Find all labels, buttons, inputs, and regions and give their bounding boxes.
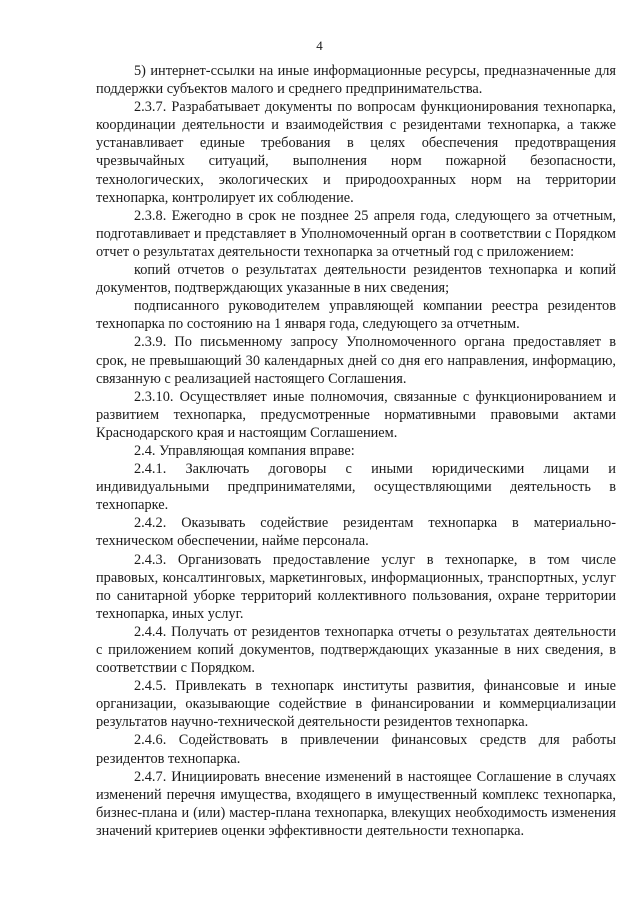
paragraph-2-3-8-attachment-reports: копий отчетов о результатах деятельности резидентов технопарка и копий документов, подтверждающих указанные в них сведения; [96, 262, 616, 297]
paragraph-2-3-9: 2.3.9. По письменному запросу Уполномоченного органа предоставляет в срок, не превышающий 30 календарных дней со дня его направления, информацию, связанную с реализацией настоящего Соглашения. [96, 334, 616, 387]
paragraph-2-3-8: 2.3.8. Ежегодно в срок не позднее 25 апреля года, следующего за отчетным, подготавливает и представляет в Уполномоченный орган в соответствии с Порядком отчет о результатах деятельности технопарка за отчетный год с приложением: [96, 207, 616, 260]
paragraph-2-4-7: 2.4.7. Инициировать внесение изменений в настоящее Соглашение в случаях изменений перечня имущества, входящего в имущественный комплекс технопарка, бизнес-плана и (или) мастер-плана технопарка, влекущих необходимость изменения значений критериев оценки эффективности деятельности технопарка. [96, 768, 616, 839]
page-number: 4 [316, 38, 323, 53]
paragraph-2-4-1: 2.4.1. Заключать договоры с иными юридическими лицами и индивидуальными предпринимателями, осуществляющими деятельность в технопарке. [96, 461, 616, 514]
document-body [96, 62, 616, 840]
paragraph-2-3-8-attachment-registry: подписанного руководителем управляющей компании реестра резидентов технопарка по состоянию на 1 января года, следующего за отчетным. [96, 298, 616, 333]
paragraph-list-item-5: 5) интернет-ссылки на иные информационные ресурсы, предназначенные для поддержки субъектов малого и среднего предпринимательства. [96, 63, 616, 98]
paragraph-2-4-2: 2.4.2. Оказывать содействие резидентам технопарка в материально-техническом обеспечении, найме персонала. [96, 515, 616, 550]
paragraph-2-4-5: 2.4.5. Привлекать в технопарк институты развития, финансовые и иные организации, оказывающие содействие в финансировании и коммерциализации результатов научно-технической деятельности резидентов технопарка. [96, 678, 616, 731]
paragraph-2-4-3: 2.4.3. Организовать предоставление услуг в технопарке, в том числе правовых, консалтинговых, маркетинговых, информационных, транспортных, услуг по санитарной уборке территорий коллективного пользования, охране территории технопарка, иных услуг. [96, 551, 616, 622]
paragraph-2-4-4: 2.4.4. Получать от резидентов технопарка отчеты о результатах деятельности с приложением копий документов, подтверждающих указанные в них сведения, в соответствии с Порядком. [96, 623, 616, 677]
paragraph-2-3-10: 2.3.10. Осуществляет иные полномочия, связанные с функционированием и развитием технопарка, предусмотренные нормативными правовыми актами Краснодарского края и настоящим Соглашением. [96, 388, 616, 441]
paragraph-2-4-heading: 2.4. Управляющая компания вправе: [134, 442, 355, 459]
paragraph-2-3-7: 2.3.7. Разрабатывает документы по вопросам функционирования технопарка, координации деятельности и взаимодействия с резидентами технопарка, а также устанавливает единые требования в целях обеспечения предотвращения чрезвычайных ситуаций, выполнения норм пожарной безопасности, технологических, экологических и природоохранных норм на территории технопарка, контролирует их соблюдение. [96, 99, 616, 206]
paragraph-2-4-6: 2.4.6. Содействовать в привлечении финансовых средств для работы резидентов технопарка. [96, 732, 616, 767]
